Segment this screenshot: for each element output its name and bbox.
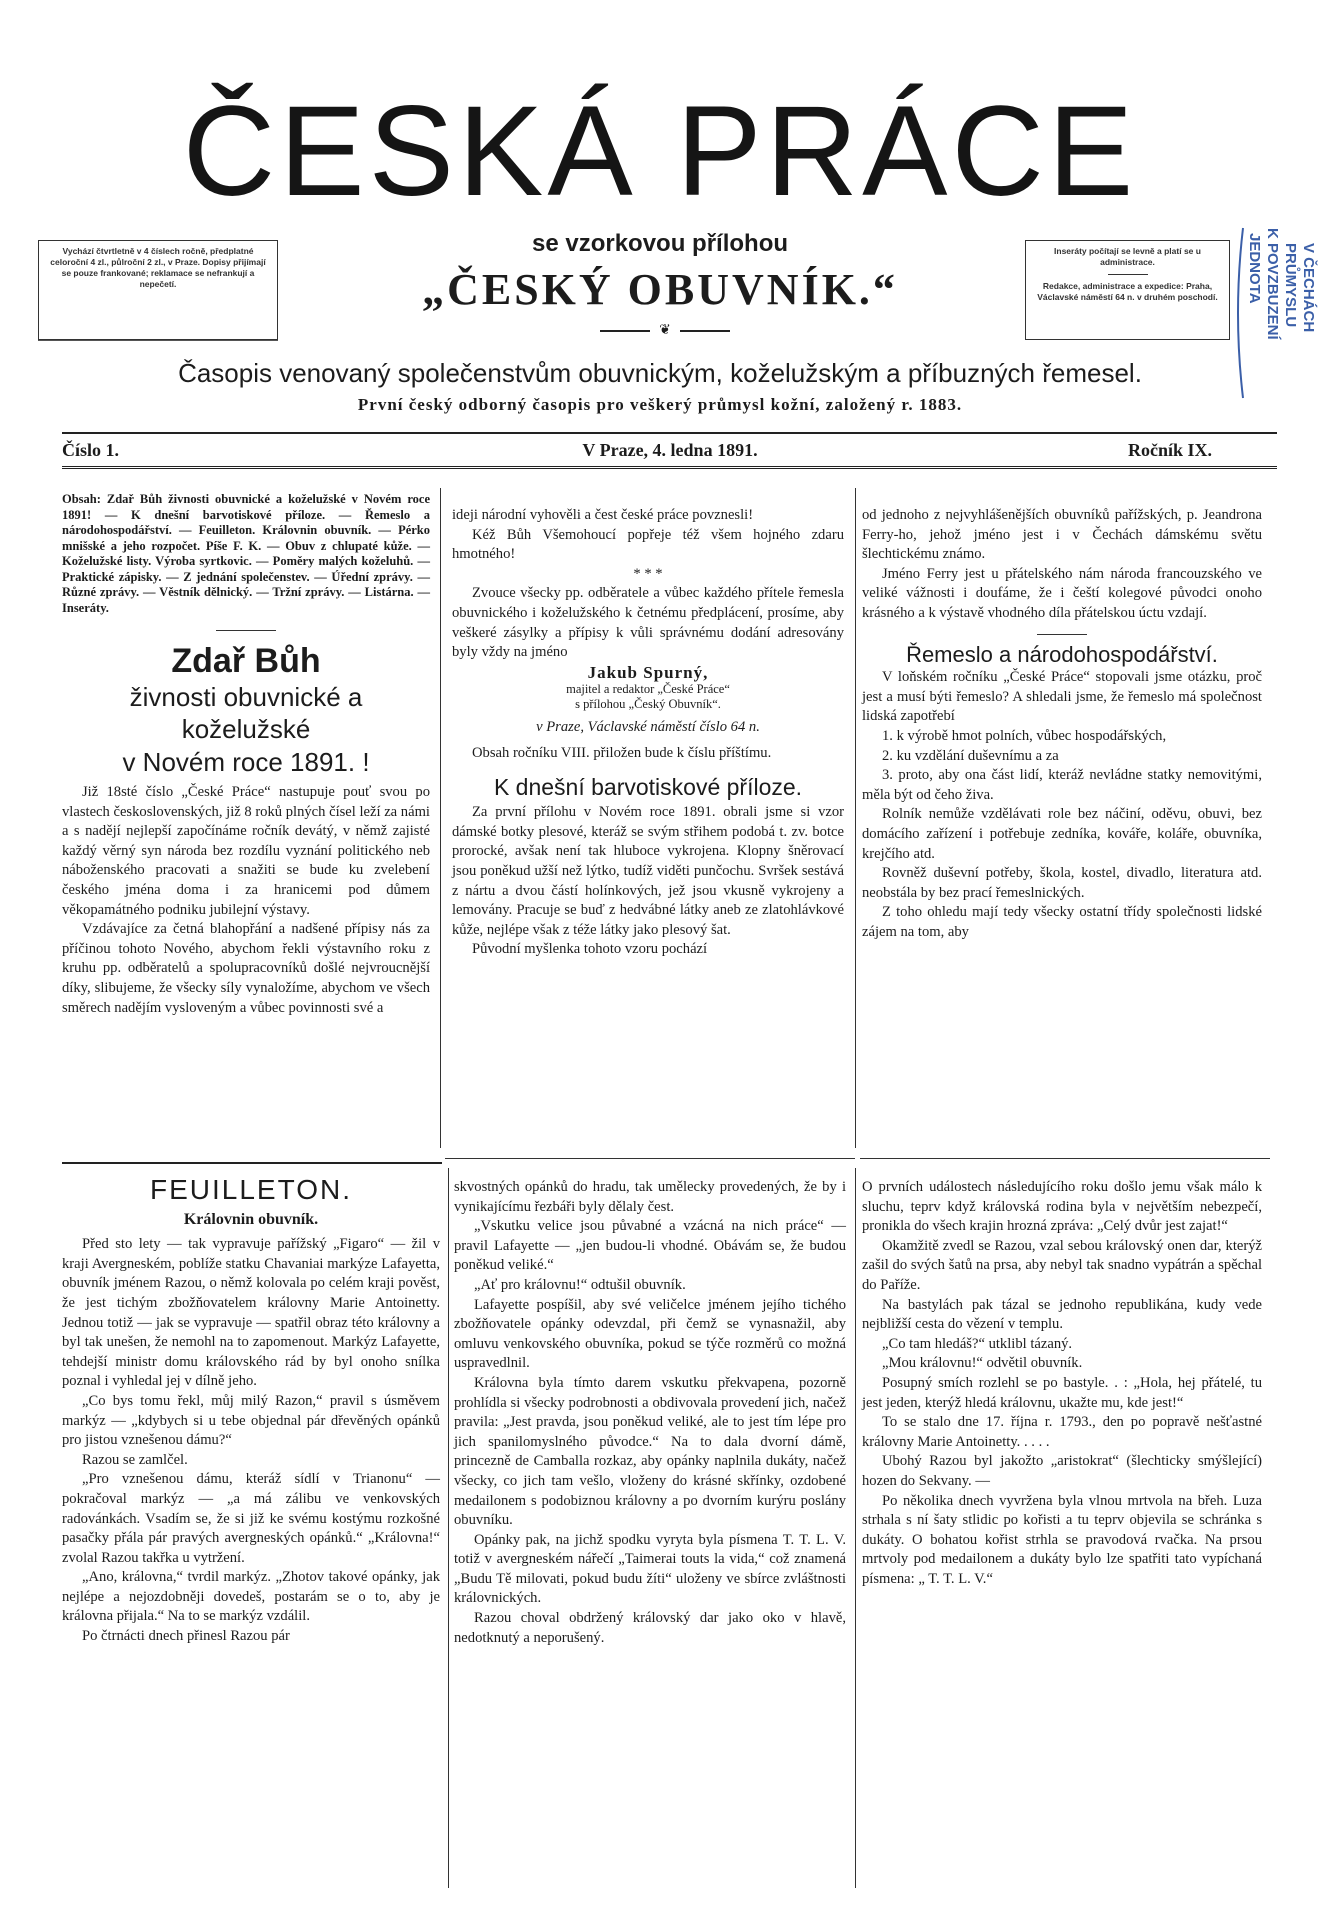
col3-paragraph-8: Rovněž duševní potřeby, škola, kostel, divadlo, literatura atd. neobstála by bez prací řemeslnických. [862,865,1262,901]
subscription-notice: Vychází čtvrtletně v 4 číslech ročně, předplatné celoroční 4 zl., půlroční 2 zl., v Praze. Dopisy přijímají se pouze frankované; reklamace se nefrankují a nepečetí. [38,240,278,340]
feuilleton-c3: Na bastylách pak tázal se jednoho republikána, kudy vede nejbližší cesta do vězení v templu. [862,1296,1262,1333]
col2-paragraph-6: Původní myšlenka tohoto vzoru pochází [472,941,708,958]
column-1 [62,492,430,1018]
lead-heading: Zdař Bůh [171,642,321,680]
col3-item-1: 1. k výrobě hmot polních, vůbec hospodářských, [882,727,1167,744]
notice-divider [1108,274,1148,275]
stamp-line-4: V ČECHÁCH [1300,243,1317,333]
feuilleton-b6: Opánky pak, na jichž spodku vyryta byla písmena T. T. L. V. totiž v avergneském nářečí „Taimerai touts la vida,“ což znamená „Budu Tě milovati, pokud budu žíti“ uloženy ve sbírce zvláštnosti královnických. [454,1531,846,1607]
lead-year: v Novém roce 1891. ! [122,747,370,777]
feuilleton-a5: „Ano, královna,“ tvrdil markýz. „Zhotov takové opánky, jak nejlépe a nejozdobněji dovedeš, postarám se o to, aby je královna přijala.“ Na to se markýz vzdálil. [62,1569,440,1625]
stamp-line-1: JEDNOTA [1246,233,1263,304]
section-rule-right [860,1158,1270,1159]
feuilleton-c1: O prvních událostech následujícího roku došlo jemu však málo k sluchu, teprv když královská rodina byla v největším nebezpečí, pronikla do všech krajin hrozná zpráva: „Celý dvůr jest zajat!“ [862,1179,1262,1235]
column-3 [862,506,1262,942]
feuilleton-b2: „Vskutku velice jsou půvabné a vzácná na nich práce“ — pravil Lafayette — „jen budou-li vhodné. Obávám se, že budou poněkud veliké.“ [454,1218,846,1274]
feuilleton-a1: Před sto lety — tak vypravuje pařížský „Figaro“ — žil v kraji Avergneském, poblíže statku Chavaniai markýze Lafayetta, obuvník jménem Razou, o němž kolovala po celém kraji pověst, že jest tichým zbožňovatelem královny Marie Antoinetty. Jednou totiž — jak se vypravuje — spatřil obraz této královny a byl tak unešen, že nemohl na to zapomenout. Markýz Lafayette, tehdejší ministr domu královského rád by byl onoho snílka poznal i vyhledal jej v dílně jeho. [62,1236,440,1390]
feuilleton-rule [62,1162,442,1164]
feuilleton-b5: Královna byla tímto darem vskutku překvapena, pozorně prohlídla si všecky podrobnosti a obdivovala provedení jich, načež pravila: „Jest pravda, jsou poněkud veliké, ale to jest tím lépe pro jich spanilomyslného původce.“ Na to dala dvorní dámě, princezně de Camballa rozkaz, aby opánky naplnila dukáty, načež všecky, co jich tam vešlo, vloženy do krásné skřínky, ozdobené medailonem s podobiznou královny a po dvorním kurýru poslány obuvníku. [454,1374,846,1529]
feuilleton-a2: „Co bys tomu řekl, můj milý Razon,“ pravil s úsměvem markýz — „kdybych si u tebe objednal pár dřevěných opánků pro jistou vznešenou dámu?“ [62,1392,440,1449]
supplement-line: se vzorkovou přílohou [531,230,789,257]
column-2 [452,506,844,960]
supplement-heading: K dnešní barvotiskové příloze. [493,773,803,800]
stars-divider: * * * [633,565,663,582]
editor-address: v Praze, Václavské náměstí číslo 64 n. [536,719,760,736]
column-divider-1 [440,488,441,1148]
feuilleton-c4: „Co tam hledáš?“ utklibl tázaný. [882,1335,1073,1352]
feuilleton-c8: Ubohý Razou byl jakožto „aristokrat“ (šlechticky smýšlející) hozen do Sekvany. — [862,1453,1262,1489]
feuilleton-b3: „Ať pro královnu!“ odtušil obuvník. [474,1276,686,1293]
col2-paragraph-3: Zvouce všecky pp. odběratele a vůbec každého přítele řemesla obuvnického i koželužského k četnému předplácení, prosíme, aby veškeré zásylky a přípisy k vůli správnému dodání adresovány byly vždy na jméno [452,585,844,661]
supplement-title: „ČESKÝ OBUVNÍK.“ [422,265,898,314]
contents-divider [216,630,276,631]
feuilleton-title: FEUILLETON. [150,1174,352,1205]
col3-divider [1037,634,1087,635]
crafts-heading: Řemeslo a národohospodářství. [906,641,1218,667]
section-rule-mid [445,1158,855,1159]
feuilleton-column-2 [454,1178,846,1648]
ornament-icon: ❦ [650,322,680,339]
col2-paragraph-2: Kéž Bůh Všemohoucí popřeje též všem hojného zdaru hmotného! [452,526,844,563]
editor-role: majitel a redaktor „České Práce“ [566,682,730,697]
issue-volume: Ročník IX. [1128,440,1213,460]
feuilleton-a3: Razou se zamlčel. [82,1451,188,1468]
masthead-title: ČESKÁ PRÁCE [182,80,1138,223]
lead-paragraph-1: Již 18sté číslo „České Práce“ nastupuje pouť svou po vlastech československých, již 8 roků plných čísel leží za námi a s nadějí nejlepší započínáme ročník devátý, v němž zajisté každý věrný syn národa bez rozdílu vyznání politického neb náboženského pracovati a snažiti se bude ku zvelebení českého jména doma i za hranicemi pod důmem věkopamátného podniku jubilejní výstavy. [62,784,430,918]
subtitle-founded: První český odborný časopis pro veškerý průmysl kožní, založený r. 1883. [357,395,963,414]
top-rule [62,432,1277,434]
col3-paragraph-1: od jednoho z nejvyhlášenějších obuvníků pařížských, p. Jeandrona Ferry-ho, jehož jméno jest i v Čechách dámskému světu šlechtickému známo. [862,507,1262,563]
feuilleton-column-1 [62,1174,440,1647]
feuilleton-c2: Okamžitě zvedl se Razou, vzal sebou královský onen dar, kterýž zašil do svých šatů na prsa, aby nebyl tak snadno vypátrán a spěchal do Paříže. [862,1237,1262,1293]
stamp-line-2: K POVZBUZENÍ [1264,228,1281,340]
lead-paragraph-2: Vzdávajíce za četná blahopřání a nadšené přípisy nás za příčinou tohoto Nového, abychom řekli výstavního roku z kruhu pp. odběratelů a spolupracovníků došlé nejvroucnější díky, slibujeme, že všecky síly vynaložíme, abychom ve všech směrech nadějím vysloveným a vůbec povinnosti své a [62,921,430,1016]
feuilleton-c9: Po několika dnech vyvržena byla vlnou mrtvola na břeh. Luza strhala s ní šaty stlidic po kořisti a tu teprv objevila se schránka s dukáty. O bohatou kořist strhla se pravodová rvačka. Na prsou mrtvoly pod medailonem a dukáty bylo lze spatřiti tato vypíchaná písmena: „ T. T. L. V.“ [862,1492,1262,1587]
dateline-rule [62,466,1277,469]
issue-number: Číslo 1. [62,440,120,460]
col2-paragraph-1: ideji národní vyhověli a čest české práce povznesli! [452,507,754,523]
col3-item-3: 3. proto, aby ona část lidí, kteráž nevládne statky nemovitými, měla být od čeho živa. [862,767,1262,803]
column-divider-3 [448,1168,449,1888]
feuilleton-column-3 [862,1178,1262,1589]
col3-paragraph-7: Rolník nemůže vzdělávati role bez náčiní, oděvu, obuvi, bez domácího zařízení i potřebuje zedníka, kováře, koláře, obuvníka, krejčího atd. [862,806,1262,862]
feuilleton-c6: Posupný smích rozlehl se po bastyle. . : „Hola, hej přátelé, tu jest jeden, kterýž hledá královnu, ukažte mu, kde jest!“ [862,1374,1262,1411]
advert-notice-text: Inseráty počítají se levně a platí se u administrace. [1054,246,1201,267]
feuilleton-b7: Razou choval obdržený královský dar jako oko v hlavě, nedotknutý a neporušený. [454,1610,846,1646]
library-stamp [1228,218,1334,408]
address-notice-text: Redakce, administrace a expedice: Praha, Václavské náměstí 64 n. v druhém poschodí. [1037,281,1218,302]
issue-place-date: V Praze, 4. ledna 1891. [582,440,758,460]
notice-underline [38,340,278,341]
feuilleton-c7: To se stalo dne 17. října r. 1793., den po popravě nešťastné královny Marie Antoinetty. . . . . [862,1414,1262,1450]
feuilleton-b1: skvostných opánků do hradu, tak umělecky provedených, že by i vynikajícímu řezbáři byly dělaly čest. [454,1179,846,1215]
editor-supplement: s přílohou „Český Obuvník“. [575,697,721,712]
feuilleton-b4: Lafayette pospíšil, aby své veličelce jménem jejího tichého zbožňovatele opánky odevzdal, při čemž se vynasnažil, aby omluvu venkovského obuvníka, pokud se týče rozměrů co možná uspravedlnil. [454,1296,846,1372]
feuilleton-c5: „Mou královnu!“ odvětil obuvník. [882,1355,1083,1372]
col3-paragraph-9: Z toho ohledu mají tedy všecky ostatní třídy společnosti lidské zájem na tom, aby [862,904,1262,940]
col3-paragraph-2: Jméno Ferry jest u přátelského nám národa francouzského ve veliké vážnosti i doufáme, že i čeští kolegové původci onoho krásného a k výstavě vhodného díla přátelskou úctu vzdají. [862,565,1262,621]
advert-notice [1025,240,1230,340]
contents-summary: Obsah: Zdař Bůh živnosti obuvnické a koželužské v Novém roce 1891! — K dnešní barvotiskové příloze. — Řemeslo a národohospodářství. — Feuilleton. Královnin obuvník. — Pérko mnišské a jeho rozpočet. Píše F. K. — Obuv z chlupaté kůže. — Koželužské listy. Výroba syrtkovic. — Poměry malých koželuhů. — Praktické zápisky. — Z jednání společenstev. — Úřední zprávy. — Různé zprávy. — Věstník dělnický. — Tržní zprávy. — Listárna. — Inseráty. [62,492,430,615]
col3-item-2: 2. ku vzdělání duševnímu a za [882,747,1059,764]
col2-paragraph-5: Za první přílohu v Novém roce 1891. obrali jsme si vzor dámské botky plesové, kteráž se svým střihem podobá t. zv. botce prorocké, avšak není tak hluboce vykrojena. Klopny šněrovací jsou poněkud užší než lýtko, tudíž viděti punčochu. Svršek sestává z nártu a dvou částí holínkových, jež jsou vkusně vykrojeny a lemovány. Pracuje se buď z hedvábné látky aneb ze zlatohlávkové kůže, nejlépe však z téže látky jako plesový šat. [452,804,844,938]
feuilleton-a6: Po čtrnácti dnech přinesl Razou pár [82,1628,290,1645]
stamp-line-3: PRŮMYSLU [1282,243,1299,328]
feuilleton-a4: „Pro vznešenou dámu, kteráž sídlí v Trianonu“ — pokračoval markýz — „a má zálibu ve venkovských radovánkách. Vsadím se, že si již ke svému kostýmu rozkošné pasačky přála pár pravých avergneských opánků.“ „Královna!“ zvolal Razou takřka u vytržení. [62,1471,440,1566]
column-divider-2 [855,488,856,1148]
column-divider-4 [855,1168,856,1888]
feuilleton-subtitle: Královnin obuvník. [183,1210,319,1228]
subtitle: Časopis venovaný společenstvům obuvnickým, koželužským a příbuzných řemesel. [178,358,1142,388]
lead-subheading: živnosti obuvnické a koželužské [129,682,363,744]
col2-paragraph-4: Obsah ročníku VIII. přiložen bude k číslu příštímu. [472,744,772,761]
editor-name: Jakub Spurný, [587,662,709,682]
col3-paragraph-3: V loňském ročníku „České Práce“ stopovali jsme otázku, proč jest a musí býti řemeslo? A shledali jsme, že řemeslo má společnost lidská zapotřebí [862,669,1262,725]
